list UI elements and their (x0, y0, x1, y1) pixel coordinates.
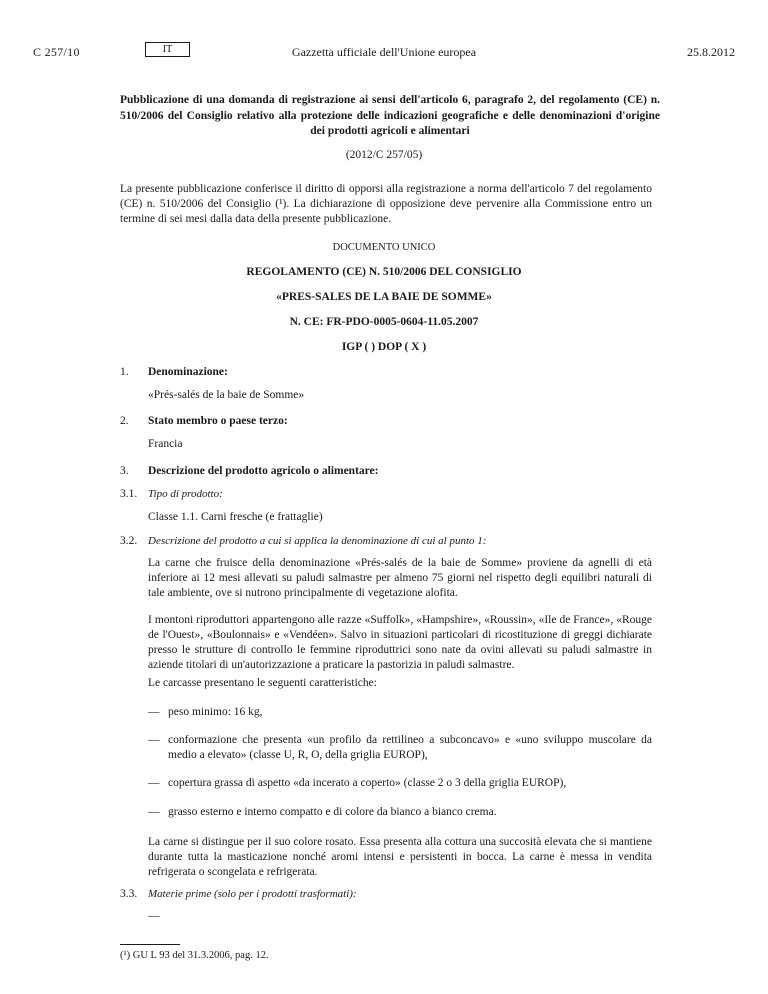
section-text: «Prés-salés de la baie de Somme» (148, 389, 305, 401)
list-item: peso minimo: 16 kg, (168, 706, 263, 718)
subsection-number: 3.2. (120, 535, 138, 547)
list-dash: — (148, 806, 160, 818)
subsection-number: 3.1. (120, 488, 138, 500)
document-reference: (2012/C 257/05) (345, 149, 423, 161)
list-item: conformazione che presenta «un profilo da rettilineo a subconcavo» e «uno sviluppo muscolare da medio a elevato» (classe U, R, O, della griglia EUROP), (168, 734, 652, 761)
publication-date: 25.8.2012 (687, 45, 735, 59)
regulation-line: REGOLAMENTO (CE) N. 510/2006 DEL CONSIGLIO (246, 266, 522, 278)
document-title: Pubblicazione di una domanda di registrazione ai sensi dell'articolo 6, paragrafo 2, del regolamento (CE) n. 510/2006 del Consiglio relativo alla protezione delle indicazioni geografiche e delle denominazioni d'origine dei prodotti agricoli e alimentari (120, 94, 660, 137)
breeds-paragraph: I montoni riproduttori appartengono alle razze «Suffolk», «Hampshire», «Roussin», «Ile de France», «Rouge de l'Ouest», «Boulonnais» e «Vendéen». Salvo in situazioni particolari di ricostituzione di greggi dichiarate presso le strutture di controllo le femmine riproduttrici sono nate da ovini allevati su paludi salmastre in aziende titolari di un'autorizzazione a praticare la pastorizia in paludi salmastre. (148, 614, 652, 671)
subsection-heading: Tipo di prodotto: (148, 488, 223, 500)
list-item: grasso esterno e interno compatto e di colore da bianco a bianco crema. (168, 806, 497, 818)
igp-dop-line: IGP ( ) DOP ( X ) (341, 341, 427, 353)
product-name-line: «PRES-SALES DE LA BAIE DE SOMME» (276, 291, 492, 303)
description-paragraph: La carne che fruisce della denominazione «Prés-salés de la baie de Somme» proviene da agnelli di età inferiore ai 12 mesi allevati su paludi salmastre per almeno 75 giorni nel rispetto degli equilibri naturali di tale ambiente, ove si nutrono principalmente di vegetazione alofita. (148, 557, 652, 599)
section-number: 3. (120, 465, 129, 477)
section-heading: Descrizione del prodotto agricolo o alimentare: (148, 465, 379, 477)
intro-paragraph: La presente pubblicazione conferisce il diritto di opporsi alla registrazione a norma dell'articolo 7 del regolamento (CE) n. 510/2006 del Consiglio (¹). La dichiarazione di opposizione deve pervenire alla Commissione entro un termine di sei mesi dalla data della presente pubblicazione. (120, 183, 652, 225)
subsection-heading: Descrizione del prodotto a cui si applica la denominazione di cui al punto 1: (148, 535, 487, 547)
footnote-rule (120, 944, 180, 945)
list-dash: — (148, 734, 160, 746)
carcass-intro: Le carcasse presentano le seguenti caratteristiche: (148, 677, 377, 689)
section-heading: Stato membro o paese terzo: (148, 415, 288, 427)
meat-description-paragraph: La carne si distingue per il suo colore rosato. Essa presenta alla cottura una succosità elevata che si mantiene durante tutta la masticazione nonché aromi intensi e persistenti in bocca. La carne è messa in vendita refrigerata o scongelata e refrigerata. (148, 836, 652, 878)
subsection-text: Classe 1.1. Carni fresche (e frattaglie) (148, 511, 323, 523)
section-text: Francia (148, 438, 183, 450)
subsection-text: — (148, 910, 160, 922)
ce-number-line: N. CE: FR-PDO-0005-0604-11.05.2007 (289, 316, 479, 328)
list-dash: — (148, 706, 160, 718)
language-badge: IT (145, 42, 190, 57)
section-number: 2. (120, 415, 129, 427)
list-dash: — (148, 777, 160, 789)
subsection-heading: Materie prime (solo per i prodotti trasformati): (148, 888, 357, 900)
footnote: (¹) GU L 93 del 31.3.2006, pag. 12. (120, 950, 269, 961)
doc-label: DOCUMENTO UNICO (332, 242, 436, 253)
section-number: 1. (120, 366, 129, 378)
subsection-number: 3.3. (120, 888, 138, 900)
page-reference: C 257/10 (33, 45, 80, 59)
list-item: copertura grassa di aspetto «da incerato a coperto» (classe 2 o 3 della griglia EUROP), (168, 777, 567, 789)
section-heading: Denominazione: (148, 366, 228, 378)
journal-title: Gazzetta ufficiale dell'Unione europea (291, 45, 477, 59)
